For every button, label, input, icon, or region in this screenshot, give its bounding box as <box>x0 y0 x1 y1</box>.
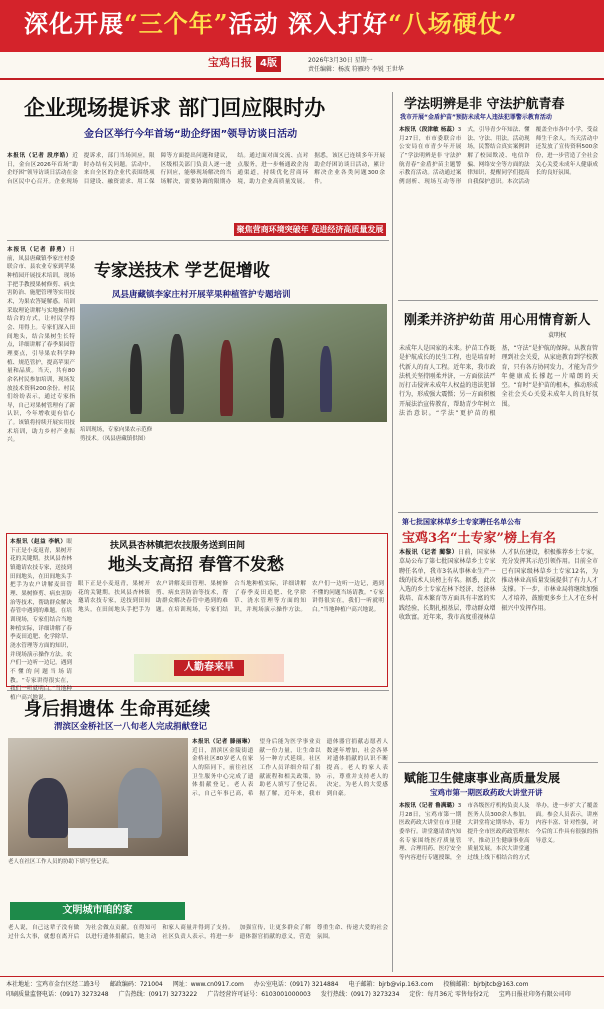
page-number: 4版 <box>256 56 281 72</box>
donation-photo <box>8 738 188 856</box>
side-top-headline: 学法明辨是非 守法护航青春 <box>404 97 565 112</box>
page-footer <box>0 976 604 1009</box>
lead-body: 本报讯（记者 段序皓）近日，金台区2026年首场“助企纾困”领导访谈日活动在金台区民中心召开。企业现场提诉求，部门当场回应，限时办结有关问题。活动中，来自全区的企业代表围绕项目建设、融资需求、用工保障等方面提出问题和建议，区级相关部门负责人逐一进行回应，能够现场解决的当场解决，需要协调的限期办结。通过面对面交流、点对点服务，进一步畅通政企沟通渠道，持续优化营商环境，助力企业高质量发展。据悉，该区已连续多年开展助企纾困访谈日活动，累计解决企业各类问题300余件。 <box>7 153 385 185</box>
issue-info <box>308 56 404 74</box>
mid-headline: 专家送技术 学艺促增收 <box>94 261 270 281</box>
side-top-body: 本报讯（段津敏 杨蕊）3月27日，市市委联合市公安局在市青少年开展了“学法明辨是非 守法护航青春”金盾护苗主题警示教育活动。活动通过案例剖析、现场互动等形式，引导青少年知法、懂法、守法、用法。活动现场，民警结合真实案例讲解了校园欺凌、电信诈骗、网络安全等方面的法律知识，提醒同学们提高自我保护意识。本次活动覆盖全市各中小学，受益师生千余人。当天活动中还发放了宣传资料500余份，进一步营造了全社会关心关爱未成年人健康成长的良好氛围。 <box>399 127 598 185</box>
side-bottom-body: 本报讯（记者 鲁满璐）3月28日，宝鸡市第一期医政药政大讲堂在市卫健委举行。讲堂邀请省内知名专家围绕医疗质量管理、合理用药、医疗安全等内容进行专题授课，全市各级医疗机构负责人及医务人员300余人参加。大讲堂将定期举办，着力提升全市医政药政管理水平，推动卫生健康事业高质量发展。本次大讲堂通过线上线下相结合的方式举办，进一步扩大了覆盖面。参会人员表示，讲座内容丰富、针对性强，对今后的工作具有很强的指导意义。 <box>399 803 598 861</box>
footer-row-1: 本社地址：宝鸡市金台区经二路3号 邮政编码：721004 网址：www.cn0917.com 办公室电话：(0917) 3214884 电子邮箱：bjrb@vip.163.com 投稿邮箱：bjrbjtcb@163.com <box>6 981 529 988</box>
top-banner <box>0 0 604 52</box>
footer-row-2: 印刷质量监督电话：(0917) 3273248 广告热线：(0917) 3273222 广告经营许可证号：6103001000003 发行热线：(0917) 3273234 定价：每月36元 零售每份2元 宝鸡日报社印务有限公司印 <box>6 991 571 999</box>
donation-body-continued: 老人说，自己这辈子没有做过什么大事，就想在离开后为社会做点贡献。在得知可以进行遗体捐献后，她主动和家人商量并得到了支持。社区负责人表示，将进一步加强宣传，让更多群众了解遗体器官捐献的意义，营造尊重生命、传递大爱的社会氛围。 <box>8 925 388 940</box>
orchard-training-photo <box>80 304 387 422</box>
civilized-city-banner: 文明城市咱的家 <box>10 902 185 920</box>
side-mid-body: 未成年人是国家的未来。护苗工作既是护航成长的民生工程，也是培育时代新人的育人工程。近年来，我市政法机关坚持刚柔并济，一方面依法严厉打击侵害未成年人权益的违法犯罪行为，形成强大震慑；另一方面积极开展法治宣传教育，帮助青少年树立法治意识。“学法”更护苗的根基，“守法”是护航的保障。从教育管理到社会关爱，从家庭教育到学校教育，只有各方协同发力，才能为青少年健康成长撑起一片晴朗的天空。“育时”是护苗的根本，推动形成全社会关心关爱未成年人的良好氛围。 <box>399 345 598 418</box>
banner-slogan: 深化开展“三个年”活动 深入打好“八场硬仗” <box>24 9 518 38</box>
issue-date: 2026年3月30日 星期一 <box>308 57 373 64</box>
spring-body-continued: 眼下正是小麦返青，果树开花的关键期。扶风县杏林镇邀请农技专家，送技到田间地头，在田间地头手把手为农户讲解麦田管理、果树修剪、病虫害防治等技术，帮助群众解决春管中遇到的难题。在培训现场，专家们结合当地种植实际，详细讲解了春季麦田追肥、化学除草、浇水管理等方面的知识，并现场演示操作方法。农户们一边听一边记，遇到不懂的问题当场请教。“专家讲得很实在，我们一听就明白。”当地种植户高兴地说。 <box>78 581 384 613</box>
spring-banner-label: 人勤春来早 <box>174 660 244 676</box>
side-lower-body: 本报讯（记者 蔺黎）日前，国家林草局公布了第七批国家林草乡土专家聘任名单，我市3名从事林业生产一线的技术人员榜上有名。据悉，此次入选的乡土专家在林下经济、经济林栽培、苗木繁育等方面具有丰富的实践经验，长期扎根基层，带动群众增收致富。近年来，我市高度重视林草人才队伍建设，积极推荐乡土专家，充分发挥其示范引领作用。目前全市已有国家级林草乡土专家12名，为推动林业高质量发展提供了有力人才支撑。下一步，市林业局将继续加强人才培养，鼓励更多乡土人才在乡村振兴中发挥作用。 <box>399 549 598 622</box>
mid-subheadline: 凤县唐藏镇李家庄村开展苹果种植管护专题培训 <box>112 290 291 300</box>
side-bottom-subheadline: 宝鸡市第一期医政药政大讲堂开讲 <box>430 788 543 797</box>
newspaper-logo: 宝鸡日报 <box>208 56 252 69</box>
spring-body: 本报讯（赵益 李帆）眼下正是小麦返青，果树开花的关键期。扶风县杏林镇邀请农技专家，送技到田间地头，在田间地头手把手为农户讲解麦田管理、果树修剪、病虫害防治等技术，帮助群众解决春管中遇到的难题。在培训现场，专家们结合当地种植实际，详细讲解了春季麦田追肥、化学除草、浇水管理等方面的知识，并现场演示操作方法。农户们一边听一边记，遇到不懂的问题当场请教。“专家讲得很实在，我们一听就明白。”当地种植户高兴地说。 <box>10 539 72 701</box>
side-mid-headline: 刚柔并济护幼苗 用心用情育新人 <box>404 313 591 328</box>
side-lower-headline: 宝鸡3名“土专家”榜上有名 <box>402 531 557 546</box>
side-top-subheadline: 我市开展“金盾护苗”预防未成年人违法犯罪警示教育活动 <box>400 114 552 121</box>
donation-subheadline: 渭滨区金桥社区一八旬老人完成捐献登记 <box>54 722 208 732</box>
spring-headline: 地头支高招 春管不发愁 <box>108 555 284 575</box>
issue-editors: 责任编辑：杨波 符雁玲 李锐 王世华 <box>308 66 404 73</box>
lead-subheadline: 金台区举行今年首场“助企纾困”领导访谈日活动 <box>84 129 298 140</box>
mid-body-continued: 培训现场，专家向果农示范修剪技术。（凤县唐藏镇供图） <box>80 427 153 442</box>
side-mid-author: 袁明权 <box>548 332 567 339</box>
lead-slogan-bar: 聚焦营商环境突破年 促进经济高质量发展 <box>234 223 386 236</box>
lead-headline: 企业现场提诉求 部门回应限时办 <box>24 95 326 120</box>
masthead <box>0 52 604 80</box>
mid-body: 本报讯（记者 薛勇）日前，凤县唐藏镇李家庄村委联合市、县农业专家到苹果种植园开展技术培训，现场手把手教授果树修剪、病虫害防治、施肥管理等实用技术，为果农答疑解惑。培训采取理论讲解与实地操作相结合的方式，让村民学得会、用得上。专家们深入田间地头，结合果树生长特点，详细讲解了春季果园管理要点，引导果农科学种植、规范管护，提高苹果产量和品质。当天，共有80余名村民参加培训，现场发放技术资料200余份。村民们纷纷表示，通过专家指导，自己对果树管理有了新认识，今年增收更有信心了。该镇将持续开展实用技术培训，助力乡村产业振兴。 <box>7 247 75 444</box>
spring-banner <box>134 654 284 682</box>
side-lower-kicker: 第七批国家林草乡土专家聘任名单公布 <box>402 518 521 526</box>
donation-headline: 身后捐遗体 生命再延续 <box>24 699 211 720</box>
section-divider <box>398 512 598 513</box>
side-bottom-headline: 赋能卫生健康事业高质量发展 <box>404 771 561 785</box>
column-divider <box>392 92 393 972</box>
donation-caption: 老人在社区工作人员的协助下填写登记表。 <box>8 859 113 865</box>
section-divider <box>398 762 598 763</box>
section-divider <box>7 240 389 241</box>
spring-subheadline: 扶风县杏林镇把农技服务送到田间 <box>110 541 246 551</box>
donation-body: 本报讯（记者 滕丽琳）近日，渭滨区金陵街道金桥社区80岁老人在家人的陪同下，前往社区卫生服务中心完成了遗体捐献登记。老人表示，自己年事已高，希望身后能为医学事业贡献一份力量，让生命以另一种方式延续。社区工作人员详细介绍了捐献流程和相关政策，协助老人填写了登记表。据了解，近年来，我市遗体器官捐献志愿者人数逐年增加，社会各界对遗体捐献的认识不断提高。老人的家人表示，尊重并支持老人的决定，为老人的大爱感到自豪。 <box>192 739 388 797</box>
section-divider <box>398 300 598 301</box>
